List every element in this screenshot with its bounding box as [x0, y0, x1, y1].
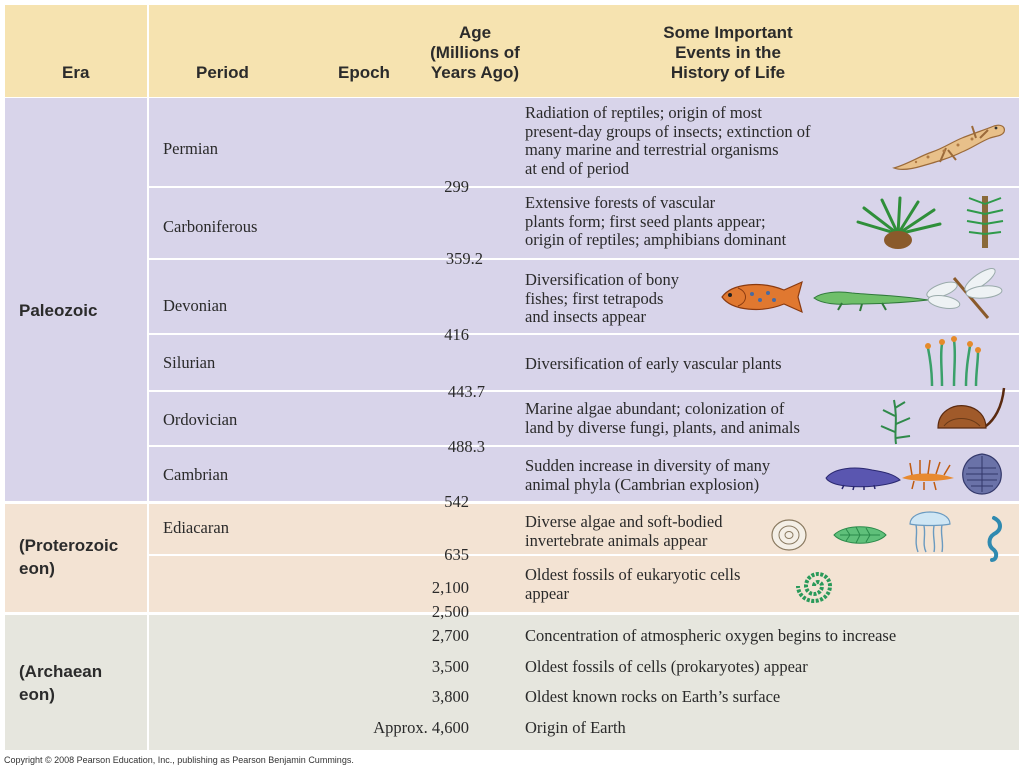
jellyfish-icon	[906, 504, 954, 554]
period-carboniferous: Carboniferous	[163, 217, 258, 236]
era-label-line: Paleozoic	[19, 301, 98, 320]
ediacaran-disk-icon	[770, 518, 808, 552]
age-value: 3,800	[431, 687, 469, 706]
copyright-notice: Copyright © 2008 Pearson Education, Inc., publishing as Pearson Benjamin Cummings.	[4, 755, 354, 765]
age-value: 359.2	[445, 249, 483, 268]
cycad-icon	[852, 196, 944, 250]
row-separator	[149, 554, 1019, 556]
event-eukaryotes	[525, 566, 740, 603]
era-divider	[147, 98, 149, 501]
event-rocks	[525, 688, 780, 707]
header-age-line: Years Ago)	[430, 63, 520, 82]
header-divider	[147, 5, 149, 97]
era-proterozoic	[19, 534, 118, 580]
era-divider	[147, 504, 149, 612]
header-events-line: Some Important	[663, 23, 793, 42]
event-line: appear	[525, 583, 569, 603]
event-line: at end of period	[525, 158, 630, 178]
event-ordovician	[525, 400, 800, 437]
header-events-line: History of Life	[670, 63, 786, 82]
event-silurian	[525, 355, 782, 374]
alga-icon	[872, 396, 920, 446]
header-age	[412, 23, 538, 83]
era-label-line: eon)	[19, 685, 55, 704]
header-age-line: Age	[458, 23, 492, 42]
event-line: land by diverse fungi, plants, and animals	[525, 417, 800, 437]
era-paleozoic	[19, 299, 97, 322]
event-line: Diversification of bony	[525, 270, 679, 289]
age-value: 299	[444, 177, 469, 196]
era-label-line: eon)	[19, 559, 55, 578]
dragonfly-icon	[930, 268, 1010, 324]
event-line: Concentration of atmospheric oxygen begins to increase	[525, 626, 897, 645]
header-age-line: (Millions of	[430, 43, 520, 62]
era-archaean	[19, 660, 102, 706]
event-earth	[525, 719, 626, 738]
era-label-line: (Proterozoic	[19, 536, 119, 555]
event-line: Diverse algae and soft-bodied	[525, 512, 723, 531]
horsetail-icon	[962, 194, 1008, 250]
event-cambrian	[525, 457, 770, 494]
fish-icon	[718, 278, 806, 316]
seapen-icon	[984, 514, 1004, 562]
event-line: Extensive forests of vascular	[525, 193, 716, 212]
age-value: 443.7	[447, 382, 485, 401]
event-line: animal phyla (Cambrian explosion)	[525, 474, 760, 494]
age-value: 635	[444, 545, 469, 564]
event-line: Sudden increase in diversity of many	[525, 456, 771, 475]
header-epoch: Epoch	[338, 63, 390, 82]
event-line: and insects appear	[525, 307, 646, 326]
era-label-line: (Archaean	[19, 662, 103, 681]
event-ediacaran	[525, 513, 722, 550]
event-line: Origin of Earth	[525, 718, 626, 737]
period-ediacaran: Ediacaran	[163, 518, 229, 537]
event-line: Oldest known rocks on Earth’s surface	[525, 687, 781, 706]
event-line: many marine and terrestrial organisms	[525, 140, 779, 159]
event-oxygen	[525, 627, 896, 646]
event-permian	[525, 104, 810, 178]
row-separator	[149, 390, 1019, 392]
grypania-coil-icon	[794, 566, 842, 606]
trilobite-icon	[958, 452, 1006, 496]
event-devonian	[525, 271, 679, 327]
age-value: 416	[444, 325, 469, 344]
period-ordovician: Ordovician	[163, 410, 238, 429]
period-devonian: Devonian	[163, 296, 228, 315]
period-cambrian: Cambrian	[163, 465, 229, 484]
event-line: Marine algae abundant; colonization of	[525, 399, 785, 418]
vascular-plant-icon	[924, 336, 982, 388]
age-value: 3,500	[431, 657, 469, 676]
event-line: Radiation of reptiles; origin of most	[525, 103, 762, 122]
horseshoe-crab-icon	[934, 386, 1008, 444]
row-separator	[149, 186, 1019, 188]
event-line: origin of reptiles; amphibians dominant	[525, 230, 787, 249]
event-line: Oldest fossils of cells (prokaryotes) appear	[525, 657, 808, 676]
event-prokaryotes	[525, 658, 808, 677]
event-line: fishes; first tetrapods	[525, 288, 664, 308]
era-divider	[147, 615, 149, 750]
row-separator	[149, 258, 1019, 260]
header-era: Era	[62, 63, 90, 82]
age-value: 2,700	[431, 626, 469, 645]
period-permian: Permian	[163, 139, 218, 158]
period-silurian: Silurian	[163, 353, 216, 372]
cambrian-worm-icon	[824, 460, 902, 490]
event-line: invertebrate animals appear	[525, 530, 708, 550]
tetrapod-icon	[812, 286, 930, 312]
event-line: present-day groups of insects; extinction of	[525, 121, 811, 141]
reptile-icon	[888, 112, 1010, 174]
frond-fossil-icon	[830, 520, 890, 550]
age-value: Approx. 4,600	[373, 718, 469, 737]
event-carboniferous	[525, 194, 786, 250]
arthropod-icon	[898, 458, 958, 492]
header-period: Period	[196, 63, 249, 82]
age-value: 2,100	[431, 578, 469, 597]
event-line: plants form; first seed plants appear;	[525, 211, 766, 231]
row-separator	[149, 333, 1019, 335]
age-value: 542	[444, 492, 469, 511]
event-line: Oldest fossils of eukaryotic cells	[525, 565, 741, 584]
event-line: Diversification of early vascular plants	[525, 354, 782, 373]
header-events	[640, 23, 816, 83]
age-value: 2,500	[431, 602, 469, 621]
header-events-line: Events in the	[675, 43, 781, 62]
age-value: 488.3	[447, 437, 485, 456]
